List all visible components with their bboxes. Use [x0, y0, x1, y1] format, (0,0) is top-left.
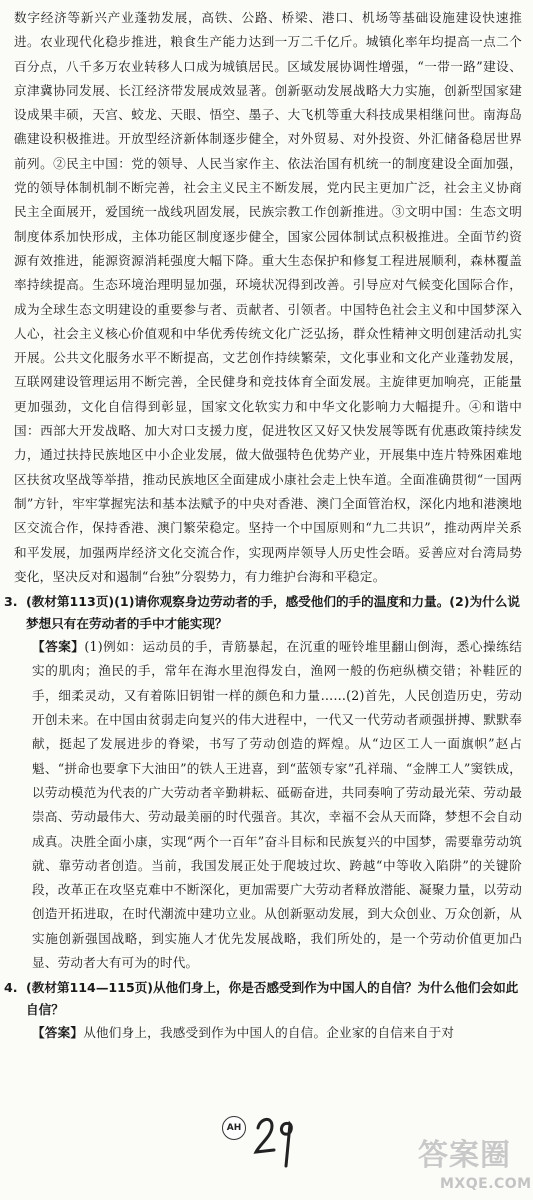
- handwritten-page-number: [252, 1110, 296, 1172]
- watermark-logo: 答案圈: [418, 1138, 511, 1173]
- answer-3: [14, 635, 522, 975]
- question-4-number: 4.: [4, 980, 18, 996]
- question-3: [4, 591, 522, 635]
- watermark-url: MXQE.COM: [440, 1176, 532, 1192]
- answer-3-text: (1)例如：运动员的手，青筋暴起，在沉重的哑铃堆里翻山倒海，悉心操练结实的肌肉；渔民的手，常年在海水里泡得发白，渔网一般的伤疤纵横交错；补鞋匠的手，细柔灵动，又有着陈旧钥钳一样的颜色和力量……(2)首先，人民创造历史，劳动开创未来。在中国由贫弱走向复兴的伟大进程中，一代又一代劳动者顽强拼搏、默默奉献，挺起了发展进步的脊梁，书写了劳动创造的辉煌。从“边区工人一面旗帜”赵占魁、“拼命也要拿下大油田”的铁人王进喜，到“蓝领专家”孔祥瑞、“金牌工人”窦铁成，以劳动模范为代表的广大劳动者辛勤耕耘、砥砺奋进，共同奏响了劳动最光荣、劳动最崇高、劳动最伟大、劳动最美丽的时代强音。其次，幸福不会从天而降，梦想不会自动成真。决胜全面小康，实现“两个一百年”奋斗目标和民族复兴的中国梦，需要靠劳动筑就、靠劳动者创造。当前，我国发展正处于爬坡过坎、跨越“中等收入陷阱”的关键阶段，改革正在攻坚克难中不断深化，更加需要广大劳动者释放潜能、凝聚力量，以劳动创造开拓进取，在时代潮流中建功立业。从创新驱动发展，到大众创业、万众创新，从实施创新强国战略，到实施人才优先发展战略，我们所处的，是一个劳动价值更加凸显、劳动者大有可为的时代。: [32, 639, 522, 970]
- answer-3-tag: 【答案】: [32, 639, 85, 655]
- question-4: [4, 977, 522, 1021]
- publisher-badge-icon: AH: [222, 1116, 246, 1140]
- body-paragraph: 数字经济等新兴产业蓬勃发展，高铁、公路、桥梁、港口、机场等基础设施建设快速推进。农业现代化稳步推进，粮食生产能力达到一万二千亿斤。城镇化率年均提高一点二个百分点，八千多万农业转移人口成为城镇居民。区域发展协调性增强，“一带一路”建设、京津冀协同发展、长江经济带发展成效显著。创新驱动发展战略大力实施，创新型国家建设成果丰硕，天宫、蛟龙、天眼、悟空、墨子、大飞机等重大科技成果相继问世。南海岛礁建设积极推进。开放型经济新体制逐步健全，对外贸易、对外投资、外汇储备稳居世界前列。②民主中国：党的领导、人民当家作主、依法治国有机统一的制度建设全面加强，党的领导体制机制不断完善，社会主义民主不断发展，党内民主更加广泛，社会主义协商民主全面展开，爱国统一战线巩固发展，民族宗教工作创新推进。③文明中国：生态文明制度体系加快形成，主体功能区制度逐步健全，国家公园体制试点积极推进。全面节约资源有效推进，能源资源消耗强度大幅下降。重大生态保护和修复工程进展顺利，森林覆盖率持续提高。生态环境治理明显加强，环境状况得到改善。引导应对气候变化国际合作，成为全球生态文明建设的重要参与者、贡献者、引领者。中国特色社会主义和中国梦深入人心，社会主义核心价值观和中华优秀传统文化广泛弘扬，群众性精神文明创建活动扎实开展。公共文化服务水平不断提高，文艺创作持续繁荣，文化事业和文化产业蓬勃发展，互联网建设管理运用不断完善，全民健身和竞技体育全面发展。主旋律更加响亮，正能量更加强劲，文化自信得到彰显，国家文化软实力和中华文化影响力大幅提升。④和谐中国：西部大开发战略、加大对口支援力度，促进牧区又好又快发展等既有优惠政策持续发力，通过扶持民族地区中小企业发展，做大做强特色优势产业，开展集中连片特殊困难地区扶贫攻坚战等举措，推动民族地区全面建成小康社会走上快车道。全面准确贯彻“一国两制”方针，牢牢掌握宪法和基本法赋予的中央对香港、澳门全面管治权，深化内地和港澳地区交流合作，保持香港、澳门繁荣稳定。坚持一个中国原则和“九二共识”，推动两岸关系和平发展，加强两岸经济文化交流合作，实现两岸领导人历史性会晤。妥善应对台湾局势变化，坚决反对和遏制“台独”分裂势力，有力维护台海和平稳定。: [14, 10, 522, 584]
- question-3-text: (教材第113页)(1)请你观察身边劳动者的手，感受他们的手的温度和力量。(2)为什么说梦想只有在劳动者的手中才能实现？: [26, 594, 520, 632]
- question-3-number: 3.: [4, 594, 18, 610]
- page-footer: [0, 1108, 533, 1200]
- answer-4-tag: 【答案】: [32, 1025, 84, 1041]
- answer-4: [14, 1021, 522, 1045]
- page-content: [4, 6, 522, 1046]
- question-4-text: (教材第114—115页)从他们身上，你是否感受到作为中国人的自信？为什么他们会如此自信？: [26, 980, 519, 1018]
- answer-4-text: 从他们身上，我感受到作为中国人的自信。企业家的自信来自于对: [83, 1025, 455, 1041]
